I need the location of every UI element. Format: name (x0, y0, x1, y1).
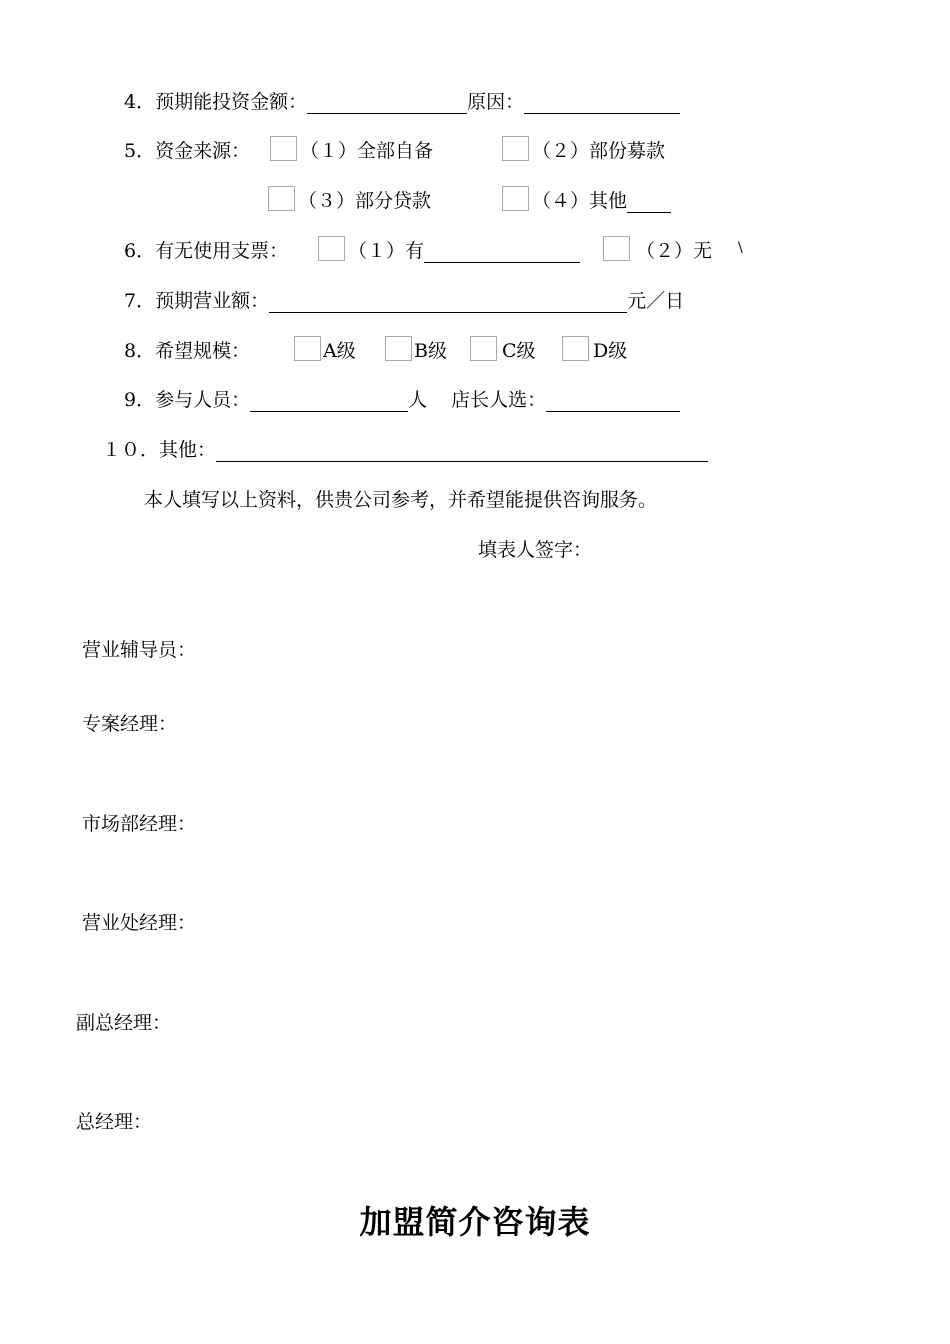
funding-self-label: （１）全部自备 (300, 140, 434, 162)
item-10-label: 其他： (159, 439, 217, 461)
checks-yes-label: （１）有 (348, 240, 425, 262)
funding-other-row (532, 189, 671, 213)
expected-revenue-field[interactable] (269, 292, 627, 313)
participants-field[interactable] (250, 391, 408, 412)
scale-d-label: D级 (593, 340, 628, 362)
item-10-number: １０． (102, 439, 160, 461)
item-8-number: 8． (124, 340, 156, 362)
item-8-label: 希望规模： (155, 340, 251, 362)
item-9-row (124, 388, 680, 412)
item-5-label-row (124, 139, 250, 163)
funding-self-checkbox[interactable] (270, 136, 297, 161)
checks-yes-field[interactable] (424, 242, 580, 263)
other-field[interactable] (216, 441, 708, 462)
item-7-label: 预期营业额： (155, 290, 270, 312)
funding-raised-checkbox[interactable] (502, 136, 529, 161)
scale-d-checkbox[interactable] (562, 336, 589, 361)
item-9-label: 参与人员： (155, 389, 251, 411)
item-5-number: 5． (124, 140, 156, 162)
checks-yes-checkbox[interactable] (318, 236, 345, 261)
item-6-label: 有无使用支票： (155, 240, 289, 262)
funding-loan-label: （３）部分贷款 (298, 190, 432, 212)
funding-other-checkbox[interactable] (502, 186, 529, 211)
funding-other-label: （４）其他 (532, 190, 628, 212)
investment-amount-field[interactable] (307, 93, 467, 114)
scale-b-label: B级 (414, 340, 447, 362)
item-5-label: 资金来源： (155, 140, 251, 162)
item-4-label: 预期能投资金额： (155, 91, 308, 113)
stray-mark: \ (738, 240, 743, 256)
item-7-number: 7． (124, 290, 156, 312)
participants-unit: 人 (408, 389, 428, 411)
reason-label: 原因： (467, 91, 525, 113)
store-manager-field[interactable] (546, 391, 680, 412)
item-6-row (124, 239, 288, 263)
item-10-row (102, 438, 708, 462)
item-9-number: 9． (124, 389, 156, 411)
scale-c-label: C级 (502, 340, 536, 362)
scale-b-checkbox[interactable] (385, 336, 412, 361)
item-8-row (124, 339, 250, 363)
statement-text: 本人填写以上资料，供贵公司参考，并希望能提供咨询服务。 (144, 489, 658, 511)
sales-coach-label: 营业辅导员： (82, 639, 197, 661)
item-6-number: 6． (124, 240, 156, 262)
funding-raised-label: （２）部份募款 (532, 140, 666, 162)
scale-a-label: A级 (323, 340, 356, 362)
item-4-number: 4． (124, 91, 156, 113)
form-title: 加盟简介咨询表 (359, 1203, 591, 1241)
scale-a-checkbox[interactable] (294, 336, 321, 361)
project-manager-label: 专案经理： (82, 713, 178, 735)
item-7-row (124, 289, 684, 313)
scale-c-checkbox[interactable] (470, 336, 497, 361)
store-manager-label: 店长人选： (451, 389, 547, 411)
reason-field[interactable] (524, 93, 680, 114)
item-4-row (124, 90, 680, 114)
checks-no-label: （２）无 (636, 240, 713, 262)
sales-office-manager-label: 营业处经理： (82, 912, 197, 934)
checks-yes-row (348, 239, 580, 263)
deputy-gm-label: 副总经理： (76, 1012, 172, 1034)
funding-other-field[interactable] (627, 192, 671, 213)
marketing-manager-label: 市场部经理： (82, 813, 197, 835)
checks-no-checkbox[interactable] (603, 236, 630, 261)
revenue-unit: 元／日 (627, 290, 685, 312)
gm-label: 总经理： (76, 1111, 153, 1133)
signer-label: 填表人签字： (478, 539, 593, 561)
funding-loan-checkbox[interactable] (268, 186, 295, 211)
